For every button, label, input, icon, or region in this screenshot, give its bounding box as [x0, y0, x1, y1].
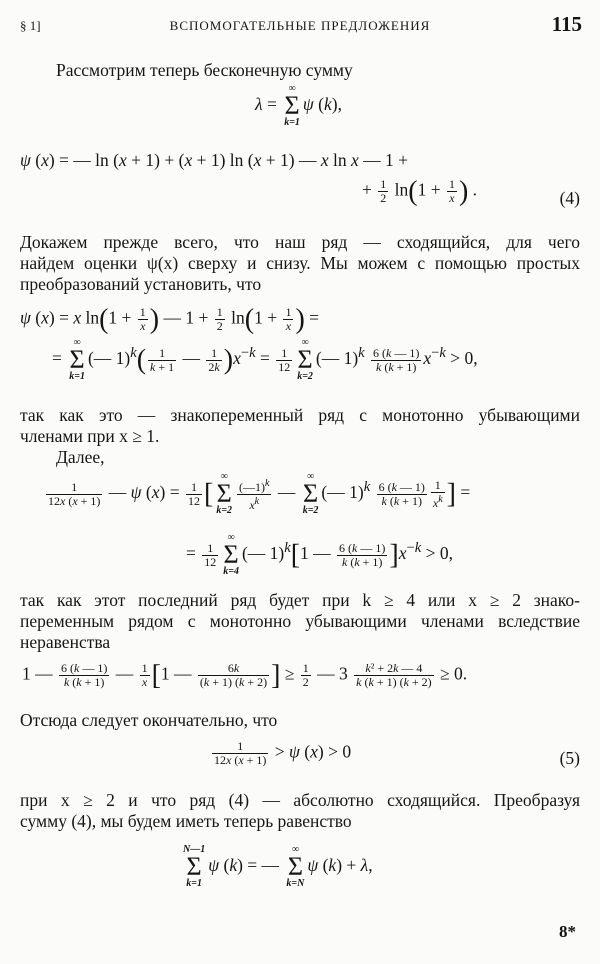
- paragraph-5-line-3: неравенства: [20, 632, 111, 652]
- paragraph-5-line-2: переменным рядом с монотонно убывающими членами вследствие: [20, 611, 580, 631]
- formula-psi-def-1: ψ (x) = — ln (x + 1) + (x + 1) ln (x + 1) — x ln x — 1 +: [20, 150, 409, 170]
- formula-bound-1: $\frac{1}{12x (x + 1)}$ — ψ (x) = $\frac{1}{12}$ [ ∞ Σ k=2 $\frac{(—1)^k}{x^k}$ — ∞ Σ k=2 (— 1)$^k$ $\frac{6 (k — 1)}{k (k + 1)}$ $\frac{1}{x^k}$ ] =: [48, 471, 471, 516]
- paragraph-5-line-1: так как этот последний ряд будет при k ≥ 4 или x ≥ 2 знако-: [20, 590, 580, 610]
- formula-lambda: λ = ∞ Σ k=1 ψ (k),: [255, 83, 342, 128]
- paragraph-6: Отсюда следует окончательно, что: [20, 710, 278, 730]
- running-title: ВСПОМОГАТЕЛЬНЫЕ ПРЕДЛОЖЕНИЯ: [169, 18, 431, 33]
- paragraph-1: Рассмотрим теперь бесконечную сумму: [56, 60, 353, 80]
- paragraph-7-line-1: при x ≥ 2 и что ряд (4) — абсолютно сходящийся. Преобразуя: [20, 790, 580, 810]
- paragraph-2-line-2: найдем оценки ψ(x) сверху и снизу. Мы можем с помощью простых: [20, 253, 580, 273]
- paragraph-4: Далее,: [56, 447, 105, 467]
- paragraph-7-line-2: сумму (4), мы будем иметь теперь равенство: [20, 811, 352, 831]
- page-number: 115: [551, 12, 582, 36]
- formula-partial-sum: N—1 Σ k=1 ψ (k) = — ∞ Σ k=N ψ (k) + λ,: [183, 844, 373, 889]
- signature-mark: 8*: [559, 922, 576, 941]
- formula-bound-2: = $\frac{1}{12}$ ∞ Σ k=4 (— 1)$^k$[1 — $\frac{6 (k — 1)}{k (k + 1)}$ ]$x^{-k} > 0$,: [186, 532, 453, 577]
- formula-final-bound: $\frac{1}{12x (x + 1)}$ > ψ (x) > 0: [214, 739, 352, 767]
- paragraph-3-line-1: так как это — знакопеременный ряд с монотонно убывающими: [20, 405, 580, 425]
- formula-psi-expansion-2: = ∞ Σ k=1 (— 1)$^k$( $\frac{1}{k + 1}$ — $\frac{1}{2k}$ )$x^{-k}$ = $\frac{1}{12}$ ∞ Σ k=2 (— 1)$^k$ $\frac{6 (k — 1)}{k (k + 1)}$ $x^{-k} > 0$,: [52, 337, 478, 382]
- paragraph-2-line-3: преобразований установить, что: [20, 274, 262, 294]
- paragraph-2-line-1: Докажем прежде всего, что наш ряд — сходящийся, для чего: [20, 232, 580, 252]
- equation-number-5: (5): [559, 748, 580, 768]
- formula-psi-expansion-1: ψ (x) = x ln(1 + $\frac{1}{x}$ ) — 1 + $\frac{1}{2}$ ln(1 + $\frac{1}{x}$ ) =: [20, 304, 320, 335]
- formula-inequality: 1 — $\frac{6 (k — 1)}{k (k + 1)}$ — $\frac{1}{x}$ [1 — $\frac{6k}{(k + 1) (k + 2)}$ ] ≥ $\frac{1}{2}$ — 3 $\frac{\text{k² + 2k — 4}}{k (k + 1) (k + 2)}$ ≥ 0.: [22, 660, 468, 691]
- running-header: [18, 12, 582, 38]
- formula-psi-def-2: + $\frac{1}{2}$ ln(1 + $\frac{1}{x}$ ) .: [362, 176, 478, 207]
- section-number: § 1]: [20, 18, 41, 33]
- paragraph-3-line-2: членами при x ≥ 1.: [20, 426, 160, 446]
- equation-number-4: (4): [559, 188, 580, 208]
